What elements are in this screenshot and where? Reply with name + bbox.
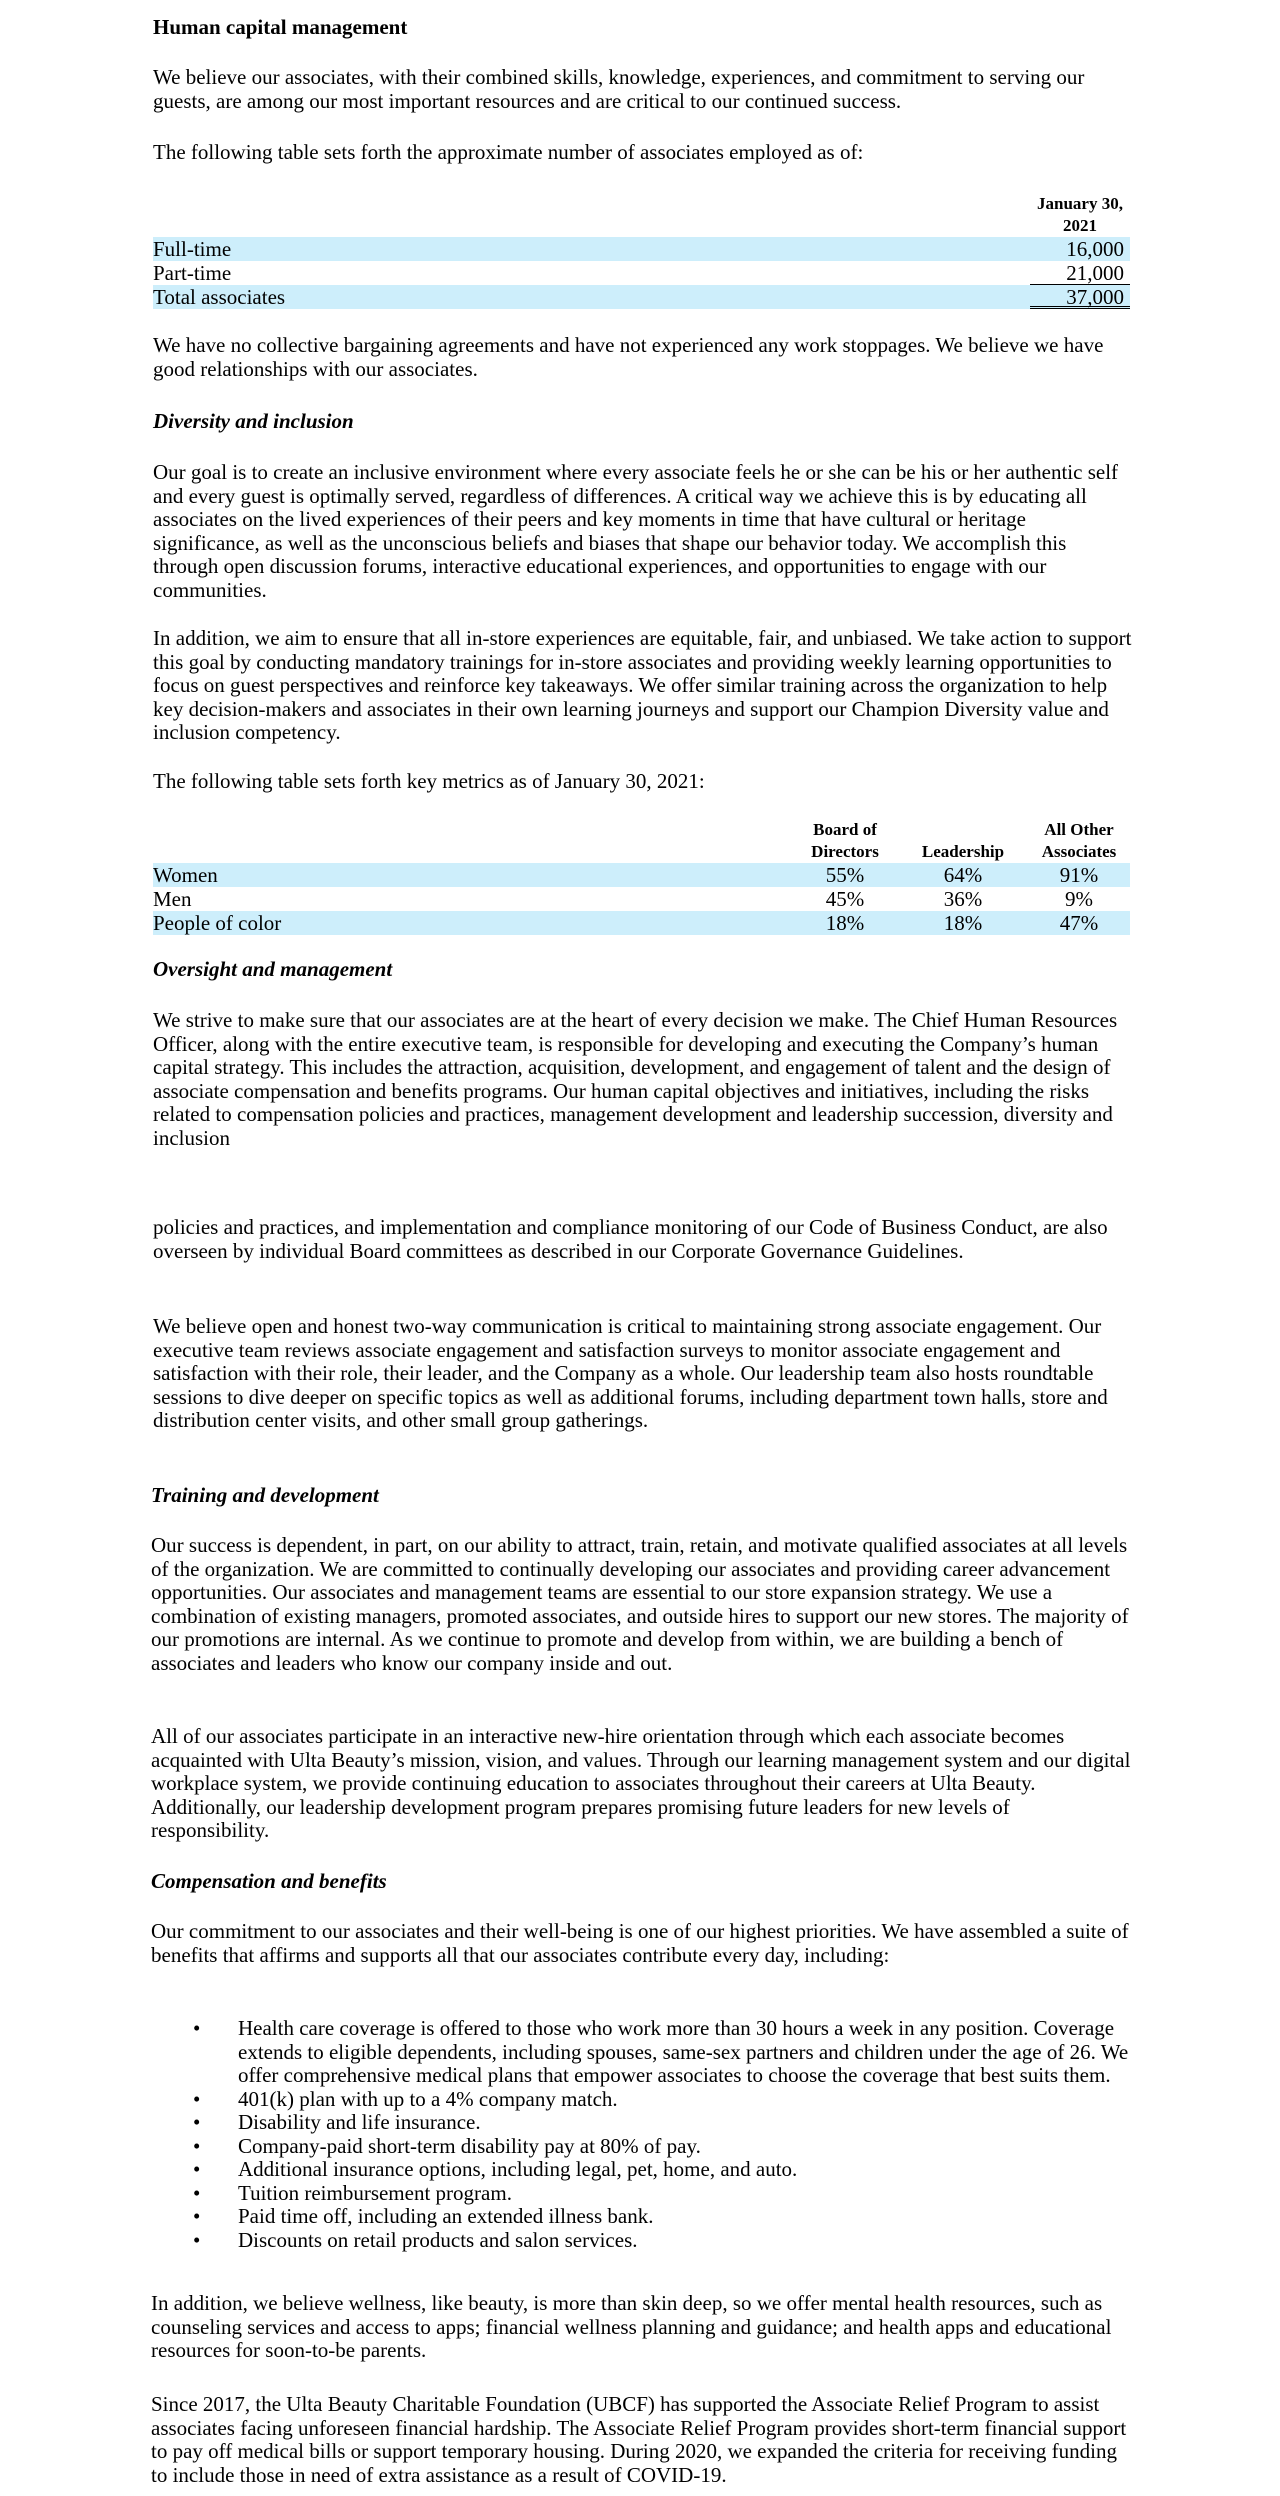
table-row (153, 261, 1130, 285)
row-label: Men (153, 887, 192, 911)
metrics-table (153, 819, 1130, 935)
row-value: 16,000 (1066, 237, 1124, 261)
bullet-icon: • (193, 2016, 201, 2040)
table-row (153, 237, 1130, 261)
leadership-value: 64% (943, 863, 983, 887)
other-value: 47% (1059, 911, 1099, 935)
relief-program-paragraph: Since 2017, the Ulta Beauty Charitable Foundation (UBCF) has supported the Associate Relief Program to assist associates facing unforeseen financial hardship. The Associate Relief Program provides short-term financial support to pay off medical bills or support temporary housing. During 2020, we expanded the criteria for receiving funding to include those in need of extra assistance as a result of COVID-19. (151, 2392, 1127, 2487)
leadership-value: 18% (943, 911, 983, 935)
bullet-icon: • (193, 2086, 201, 2111)
header-line-1: All Other (1044, 820, 1114, 839)
leadership-value: 36% (943, 887, 983, 911)
oversight-paragraph-1a: We strive to make sure that our associates are at the heart of every decision we make. The Chief Human Resources Officer, along with the entire executive team, is responsible for developing and executing the Company’s human capital strategy. This includes the attraction, acquisition, development, and engagement of talent and the design of associate compensation and benefits programs. Our human capital objectives and initiatives, including the risks related to compensation policies and practices, management development and leadership succession, diversity and inclusion (153, 1008, 1118, 1150)
subsection-title-oversight: Oversight and management (153, 957, 393, 981)
list-item (151, 2158, 1133, 2182)
row-label: Total associates (153, 285, 286, 309)
list-item-text: Health care coverage is offered to those who work more than 30 hours a week in any position. Coverage extends to eligible dependents, including spouses, same-sex partners and children under the age of 26. We offer comprehensive medical plans that empower associates to choose the coverage that best suits them. (238, 2016, 1129, 2087)
list-item (151, 2017, 1133, 2088)
bullet-icon: • (193, 2204, 201, 2228)
list-item (151, 2182, 1133, 2206)
table-intro-paragraph: The following table sets forth the approximate number of associates employed as of: (153, 140, 864, 164)
board-value: 45% (825, 887, 865, 911)
table-row (153, 863, 1130, 887)
total-double-rule (1030, 306, 1130, 309)
table-row (153, 887, 1130, 911)
other-value: 91% (1059, 863, 1099, 887)
list-item-text: 401(k) plan with up to a 4% company match. (238, 2086, 618, 2111)
list-item (151, 2135, 1133, 2159)
row-label: People of color (153, 911, 282, 935)
bullet-icon: • (193, 2180, 201, 2205)
list-item (151, 2088, 1133, 2112)
oversight-paragraph-2: We believe open and honest two-way communication is critical to maintaining strong associate engagement. Our executive team reviews associate engagement and satisfaction surveys to monitor associate engagement and satisfaction with their role, their leader, and the Company as a whole. Our leadership team also hosts roundtable sessions to dive deeper on specific topics as well as additional forums, including department town halls, store and distribution center visits, and other small group gatherings. (153, 1314, 1108, 1432)
subsection-title-diversity: Diversity and inclusion (153, 409, 354, 433)
header-line-2: 2021 (1063, 216, 1097, 235)
wellness-paragraph: In addition, we believe wellness, like beauty, is more than skin deep, so we offer mental health resources, such as counseling services and access to apps; financial wellness planning and guidance; and health apps and educational resources for soon-to-be parents. (151, 2291, 1112, 2362)
list-item-text: Paid time off, including an extended illness bank. (238, 2204, 654, 2228)
list-item (151, 2111, 1133, 2135)
list-item-text: Tuition reimbursement program. (238, 2180, 512, 2205)
training-paragraph-1: Our success is dependent, in part, on our ability to attract, train, retain, and motivate qualified associates at all levels of the organization. We are committed to continually developing our associates and providing career advancement opportunities. Our associates and management teams are essential to our store expansion strategy. We use a combination of existing managers, promoted associates, and outside hires to support our new stores. The majority of our promotions are internal. As we continue to promote and develop from within, we are building a bench of associates and leaders who know our company inside and out. (151, 1533, 1129, 1675)
header-line-1: Board of (813, 820, 877, 839)
bullet-icon: • (193, 2157, 201, 2181)
subsection-title-compensation: Compensation and benefits (151, 1869, 387, 1893)
row-value: 21,000 (1066, 261, 1124, 285)
intro-paragraph: We believe our associates, with their combined skills, knowledge, experiences, and commitment to serving our guests, are among our most important resources and are critical to our continued success. (153, 65, 1085, 113)
metrics-intro-paragraph: The following table sets forth key metrics as of January 30, 2021: (153, 769, 705, 793)
list-item-text: Disability and life insurance. (238, 2110, 481, 2134)
bargaining-paragraph: We have no collective bargaining agreements and have not experienced any work stoppages. We believe we have good relationships with our associates. (153, 333, 1104, 381)
metrics-header-leadership: Leadership (911, 841, 1015, 864)
oversight-paragraph-1b: policies and practices, and implementation and compliance monitoring of our Code of Business Conduct, are also overseen by individual Board committees as described in our Corporate Governance Guidelines. (153, 1215, 1108, 1263)
bullet-icon: • (193, 2110, 201, 2134)
header-line-2: Associates (1041, 842, 1117, 861)
subsection-title-training: Training and development (151, 1483, 379, 1507)
bullet-icon: • (193, 2133, 201, 2158)
section-heading: Human capital management (153, 15, 408, 39)
other-value: 9% (1065, 887, 1093, 911)
compensation-paragraph-1: Our commitment to our associates and their well-being is one of our highest priorities. We have assembled a suite of benefits that affirms and supports all that our associates contribute every day, including: (151, 1919, 1129, 1967)
row-label: Women (153, 863, 218, 887)
diversity-paragraph-1: Our goal is to create an inclusive environment where every associate feels he or she can be his or her authentic self and every guest is optimally served, regardless of differences. A critical way we achieve this is by educating all associates on the lived experiences of their peers and key moments in time that have cultural or heritage significance, as well as the unconscious beliefs and biases that shape our behavior today. We accomplish this through open discussion forums, interactive educational experiences, and opportunities to engage with our communities. (153, 460, 1119, 602)
row-label: Full-time (153, 237, 232, 261)
diversity-paragraph-2: In addition, we aim to ensure that all in-store experiences are equitable, fair, and unbiased. We take action to support this goal by conducting mandatory trainings for in-store associates and providing weekly learning opportunities to focus on guest perspectives and reinforce key takeaways. We offer similar training across the organization to help key decision-makers and associates in their own learning journeys and support our Champion Diversity value and inclusion competency. (153, 626, 1132, 744)
list-item-text: Additional insurance options, including legal, pet, home, and auto. (238, 2157, 798, 2181)
board-value: 55% (825, 863, 865, 887)
row-label: Part-time (153, 261, 232, 285)
list-item (151, 2205, 1133, 2229)
table-row-total (153, 285, 1130, 309)
row-value: 37,000 (1066, 285, 1124, 309)
list-item-text: Discounts on retail products and salon services. (238, 2227, 638, 2252)
board-value: 18% (825, 911, 865, 935)
header-line-2: Directors (811, 842, 879, 861)
metrics-header-board (795, 819, 895, 864)
table-row (153, 911, 1130, 935)
associates-table-header (1030, 193, 1130, 238)
list-item-text: Company-paid short-term disability pay at 80% of pay. (238, 2133, 701, 2158)
bullet-icon: • (193, 2227, 201, 2252)
list-item (151, 2229, 1133, 2253)
metrics-header-other (1029, 819, 1129, 864)
benefits-list (151, 2017, 1133, 2252)
training-paragraph-2: All of our associates participate in an interactive new-hire orientation through which each associate becomes acquainted with Ulta Beauty’s mission, vision, and values. Through our learning management system and our digital workplace system, we provide continuing education to associates throughout their careers at Ulta Beauty. Additionally, our leadership development program prepares promising future leaders for new levels of responsibility. (151, 1724, 1131, 1842)
header-line-1: January 30, (1037, 194, 1123, 213)
